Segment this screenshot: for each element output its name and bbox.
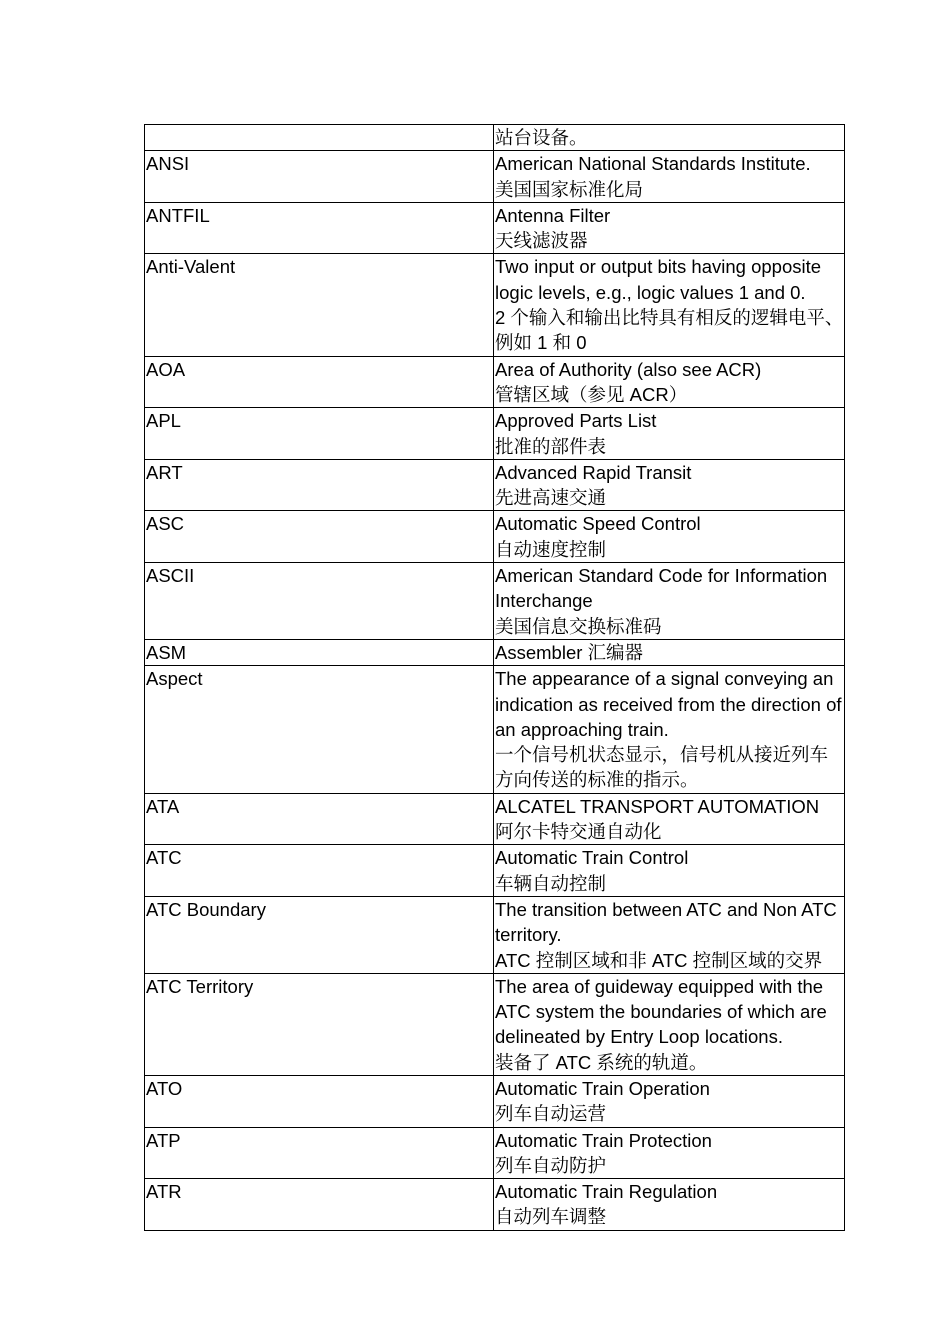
definition-line: 天线滤波器 — [495, 230, 588, 252]
table-row — [145, 511, 845, 563]
definition-line: ATC 控制区域和非 ATC 控制区域的交界 — [495, 949, 823, 971]
definition-line: Automatic Train Control — [495, 847, 689, 869]
term-cell: APL — [145, 408, 494, 460]
term-cell: ATC Boundary — [145, 896, 494, 973]
term-cell — [145, 125, 494, 151]
definition-line: 列车自动运营 — [495, 1103, 607, 1125]
glossary-body — [145, 125, 845, 1231]
definition-line: 自动速度控制 — [495, 538, 607, 560]
term-cell: Aspect — [145, 666, 494, 793]
definition-line: 列车自动防护 — [495, 1154, 607, 1176]
term-cell: ATA — [145, 793, 494, 845]
definition-cell — [494, 666, 845, 793]
term-cell: ATC Territory — [145, 973, 494, 1075]
term-cell: ART — [145, 459, 494, 511]
table-row — [145, 845, 845, 897]
table-row — [145, 408, 845, 460]
definition-line: Two input or output bits having opposite logic levels, e.g., logic values 1 and 0. — [495, 256, 822, 303]
definition-line: 先进高速交通 — [495, 487, 607, 509]
definition-cell — [494, 896, 845, 973]
definition-line: Assembler 汇编器 — [495, 641, 644, 663]
table-row — [145, 563, 845, 640]
table-row — [145, 793, 845, 845]
term-cell: ATR — [145, 1179, 494, 1231]
definition-cell — [494, 639, 845, 665]
term-cell: ASCII — [145, 563, 494, 640]
definition-cell — [494, 202, 845, 254]
definition-cell — [494, 1179, 845, 1231]
definition-cell — [494, 254, 845, 356]
definition-line: Advanced Rapid Transit — [495, 461, 692, 483]
table-row — [145, 1075, 845, 1127]
table-row — [145, 639, 845, 665]
definition-line: American National Standards Institute. — [495, 153, 811, 175]
definition-cell — [494, 563, 845, 640]
term-cell: ATC — [145, 845, 494, 897]
definition-line: ALCATEL TRANSPORT AUTOMATION — [495, 795, 820, 817]
definition-line: 管辖区域（参见 ACR） — [495, 383, 688, 405]
definition-line: Approved Parts List — [495, 410, 657, 432]
table-row — [145, 125, 845, 151]
table-row — [145, 666, 845, 793]
definition-line: 站台设备。 — [495, 127, 588, 148]
table-row — [145, 356, 845, 408]
definition-line: The appearance of a signal conveying an indication as received from the direction of an approaching train. — [495, 668, 842, 740]
definition-cell — [494, 511, 845, 563]
table-row — [145, 151, 845, 203]
table-row — [145, 973, 845, 1075]
term-cell: Anti-Valent — [145, 254, 494, 356]
table-row — [145, 1179, 845, 1231]
term-cell: AOA — [145, 356, 494, 408]
definition-line: Automatic Train Operation — [495, 1077, 710, 1099]
definition-cell — [494, 356, 845, 408]
definition-line: 批准的部件表 — [495, 435, 607, 457]
term-cell: ATO — [145, 1075, 494, 1127]
definition-cell — [494, 151, 845, 203]
term-cell: ANSI — [145, 151, 494, 203]
term-cell: ANTFIL — [145, 202, 494, 254]
term-cell: ATP — [145, 1127, 494, 1179]
table-row — [145, 459, 845, 511]
document-page — [144, 124, 844, 1231]
definition-line: 车辆自动控制 — [495, 872, 607, 894]
definition-cell — [494, 1075, 845, 1127]
definition-line: 阿尔卡特交通自动化 — [495, 821, 662, 843]
definition-cell — [494, 459, 845, 511]
definition-line: American Standard Code for Information Interchange — [495, 565, 828, 612]
table-row — [145, 1127, 845, 1179]
definition-line: Antenna Filter — [495, 204, 611, 226]
table-row — [145, 202, 845, 254]
definition-line: 装备了 ATC 系统的轨道。 — [495, 1051, 708, 1073]
term-cell: ASM — [145, 639, 494, 665]
definition-line: Area of Authority (also see ACR) — [495, 358, 762, 380]
definition-line: 自动列车调整 — [495, 1206, 607, 1228]
definition-cell — [494, 125, 845, 151]
definition-cell — [494, 408, 845, 460]
definition-cell — [494, 1127, 845, 1179]
term-cell: ASC — [145, 511, 494, 563]
definition-line: Automatic Train Protection — [495, 1129, 712, 1151]
definition-line: The area of guideway equipped with the ATC system the boundaries of which are delineated by Entry Loop locations. — [495, 975, 827, 1048]
table-row — [145, 254, 845, 356]
definition-line: 2 个输入和输出比特具有相反的逻辑电平、例如 1 和 0 — [495, 307, 844, 354]
glossary-table — [144, 124, 845, 1231]
definition-cell — [494, 973, 845, 1075]
definition-line: 一个信号机状态显示，信号机从接近列车方向传送的标准的指示。 — [495, 744, 829, 791]
table-row — [145, 896, 845, 973]
definition-cell — [494, 845, 845, 897]
definition-line: 美国国家标准化局 — [495, 178, 644, 200]
definition-cell — [494, 793, 845, 845]
definition-line: The transition between ATC and Non ATC territory. — [495, 898, 837, 946]
definition-line: Automatic Train Regulation — [495, 1181, 718, 1203]
definition-line: 美国信息交换标准码 — [495, 615, 662, 637]
definition-line: Automatic Speed Control — [495, 513, 701, 535]
